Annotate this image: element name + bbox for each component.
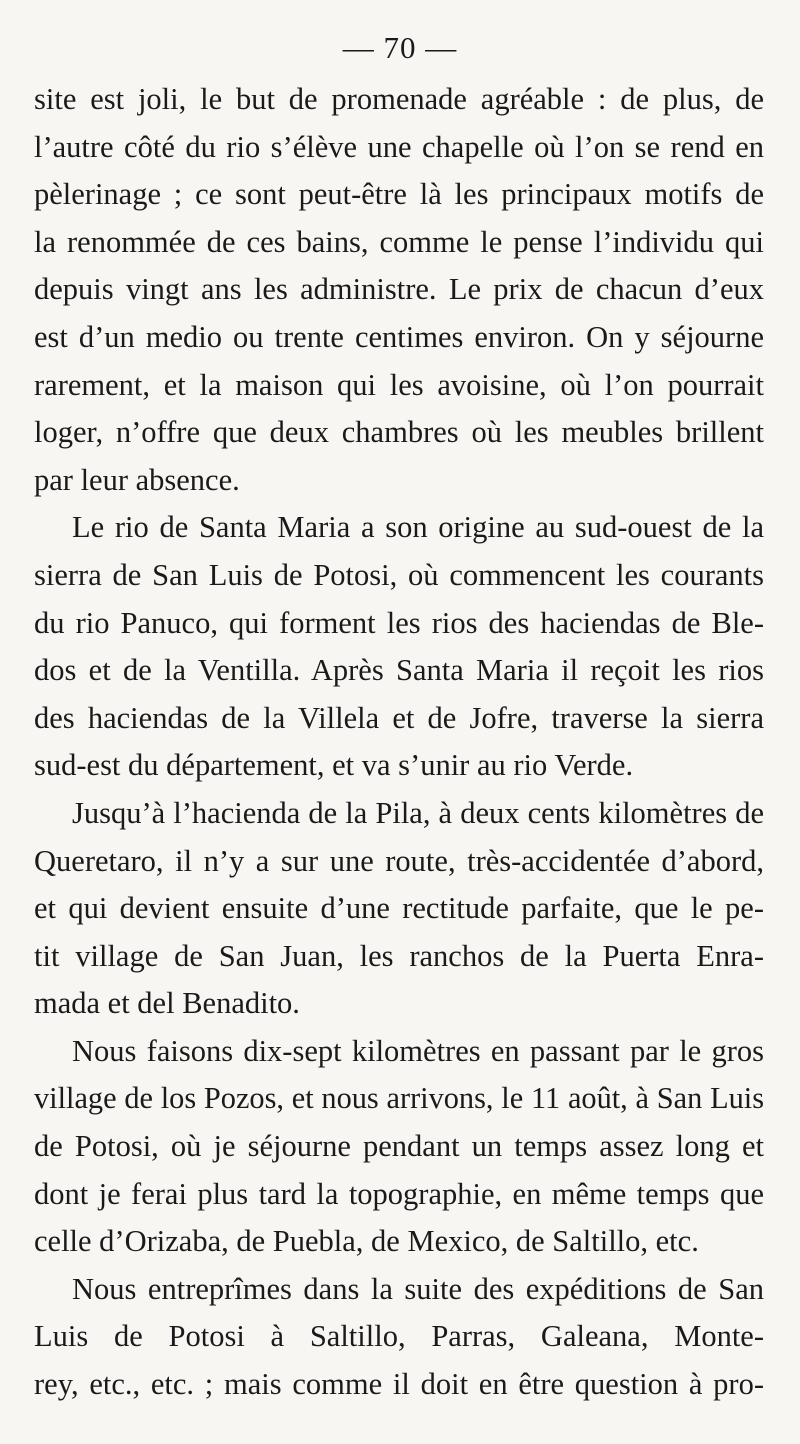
- text-line: depuis vingt ans les administre. Le prix de chacun d’eux: [34, 272, 764, 307]
- text-line: pèlerinage ; ce sont peut-être là les principaux motifs de: [34, 177, 764, 212]
- text-line: sud-est du département, et va s’unir au rio Verde.: [34, 748, 634, 783]
- text-line: tit village de San Juan, les ranchos de la Puerta Enra-: [34, 938, 764, 973]
- paragraph: [34, 76, 764, 504]
- text-line: village de los Pozos, et nous arrivons, le 11 août, à San Luis: [34, 1081, 764, 1116]
- text-line: site est joli, le but de promenade agréable : de plus, de: [34, 82, 764, 116]
- paragraph: [34, 790, 764, 1028]
- text-line: rey, etc., etc. ; mais comme il doit en être question à pro-: [34, 1367, 764, 1402]
- text-line: sierra de San Luis de Potosi, où commencent les courants: [34, 557, 764, 592]
- text-line: dont je ferai plus tard la topographie, en même temps que: [34, 1176, 764, 1211]
- paragraph: [34, 1266, 764, 1409]
- text-line: mada et del Benadito.: [34, 986, 300, 1021]
- text-line: et qui devient ensuite d’une rectitude parfaite, que le pe-: [34, 891, 764, 926]
- paragraph: [34, 504, 764, 790]
- page-body: [34, 76, 764, 1409]
- text-line: Le rio de Santa Maria a son origine au sud-ouest de la: [72, 510, 764, 545]
- text-line: dos et de la Ventilla. Après Santa Maria il reçoit les rios: [34, 653, 764, 688]
- page-number: — 70 —: [342, 30, 458, 65]
- text-line: loger, n’offre que deux chambres où les meubles brillent: [34, 415, 764, 450]
- text-line: rarement, et la maison qui les avoisine, où l’on pourrait: [34, 367, 764, 402]
- text-line: Luis de Potosi à Saltillo, Parras, Galeana, Monte-: [34, 1319, 764, 1354]
- text-line: des haciendas de la Villela et de Jofre, traverse la sierra: [34, 700, 764, 735]
- text-line: Nous entreprîmes dans la suite des expéditions de San: [72, 1271, 764, 1306]
- text-line: de Potosi, où je séjourne pendant un temps assez long et: [34, 1129, 764, 1164]
- text-line: l’autre côté du rio s’élève une chapelle où l’on se rend en: [34, 129, 764, 164]
- text-line: Queretaro, il n’y a sur une route, très-accidentée d’abord,: [34, 843, 764, 878]
- paragraph: [34, 1028, 764, 1266]
- text-line: celle d’Orizaba, de Puebla, de Mexico, de Saltillo, etc.: [34, 1224, 699, 1259]
- text-line: Jusqu’à l’hacienda de la Pila, à deux cents kilomètres de: [72, 795, 764, 830]
- text-line: est d’un medio ou trente centimes environ. On y séjourne: [34, 319, 764, 354]
- text-line: la renommée de ces bains, comme le pense l’individu qui: [34, 224, 764, 259]
- text-line: par leur absence.: [34, 462, 240, 497]
- text-line: Nous faisons dix-sept kilomètres en passant par le gros: [72, 1033, 764, 1068]
- text-line: du rio Panuco, qui forment les rios des haciendas de Ble-: [34, 605, 764, 640]
